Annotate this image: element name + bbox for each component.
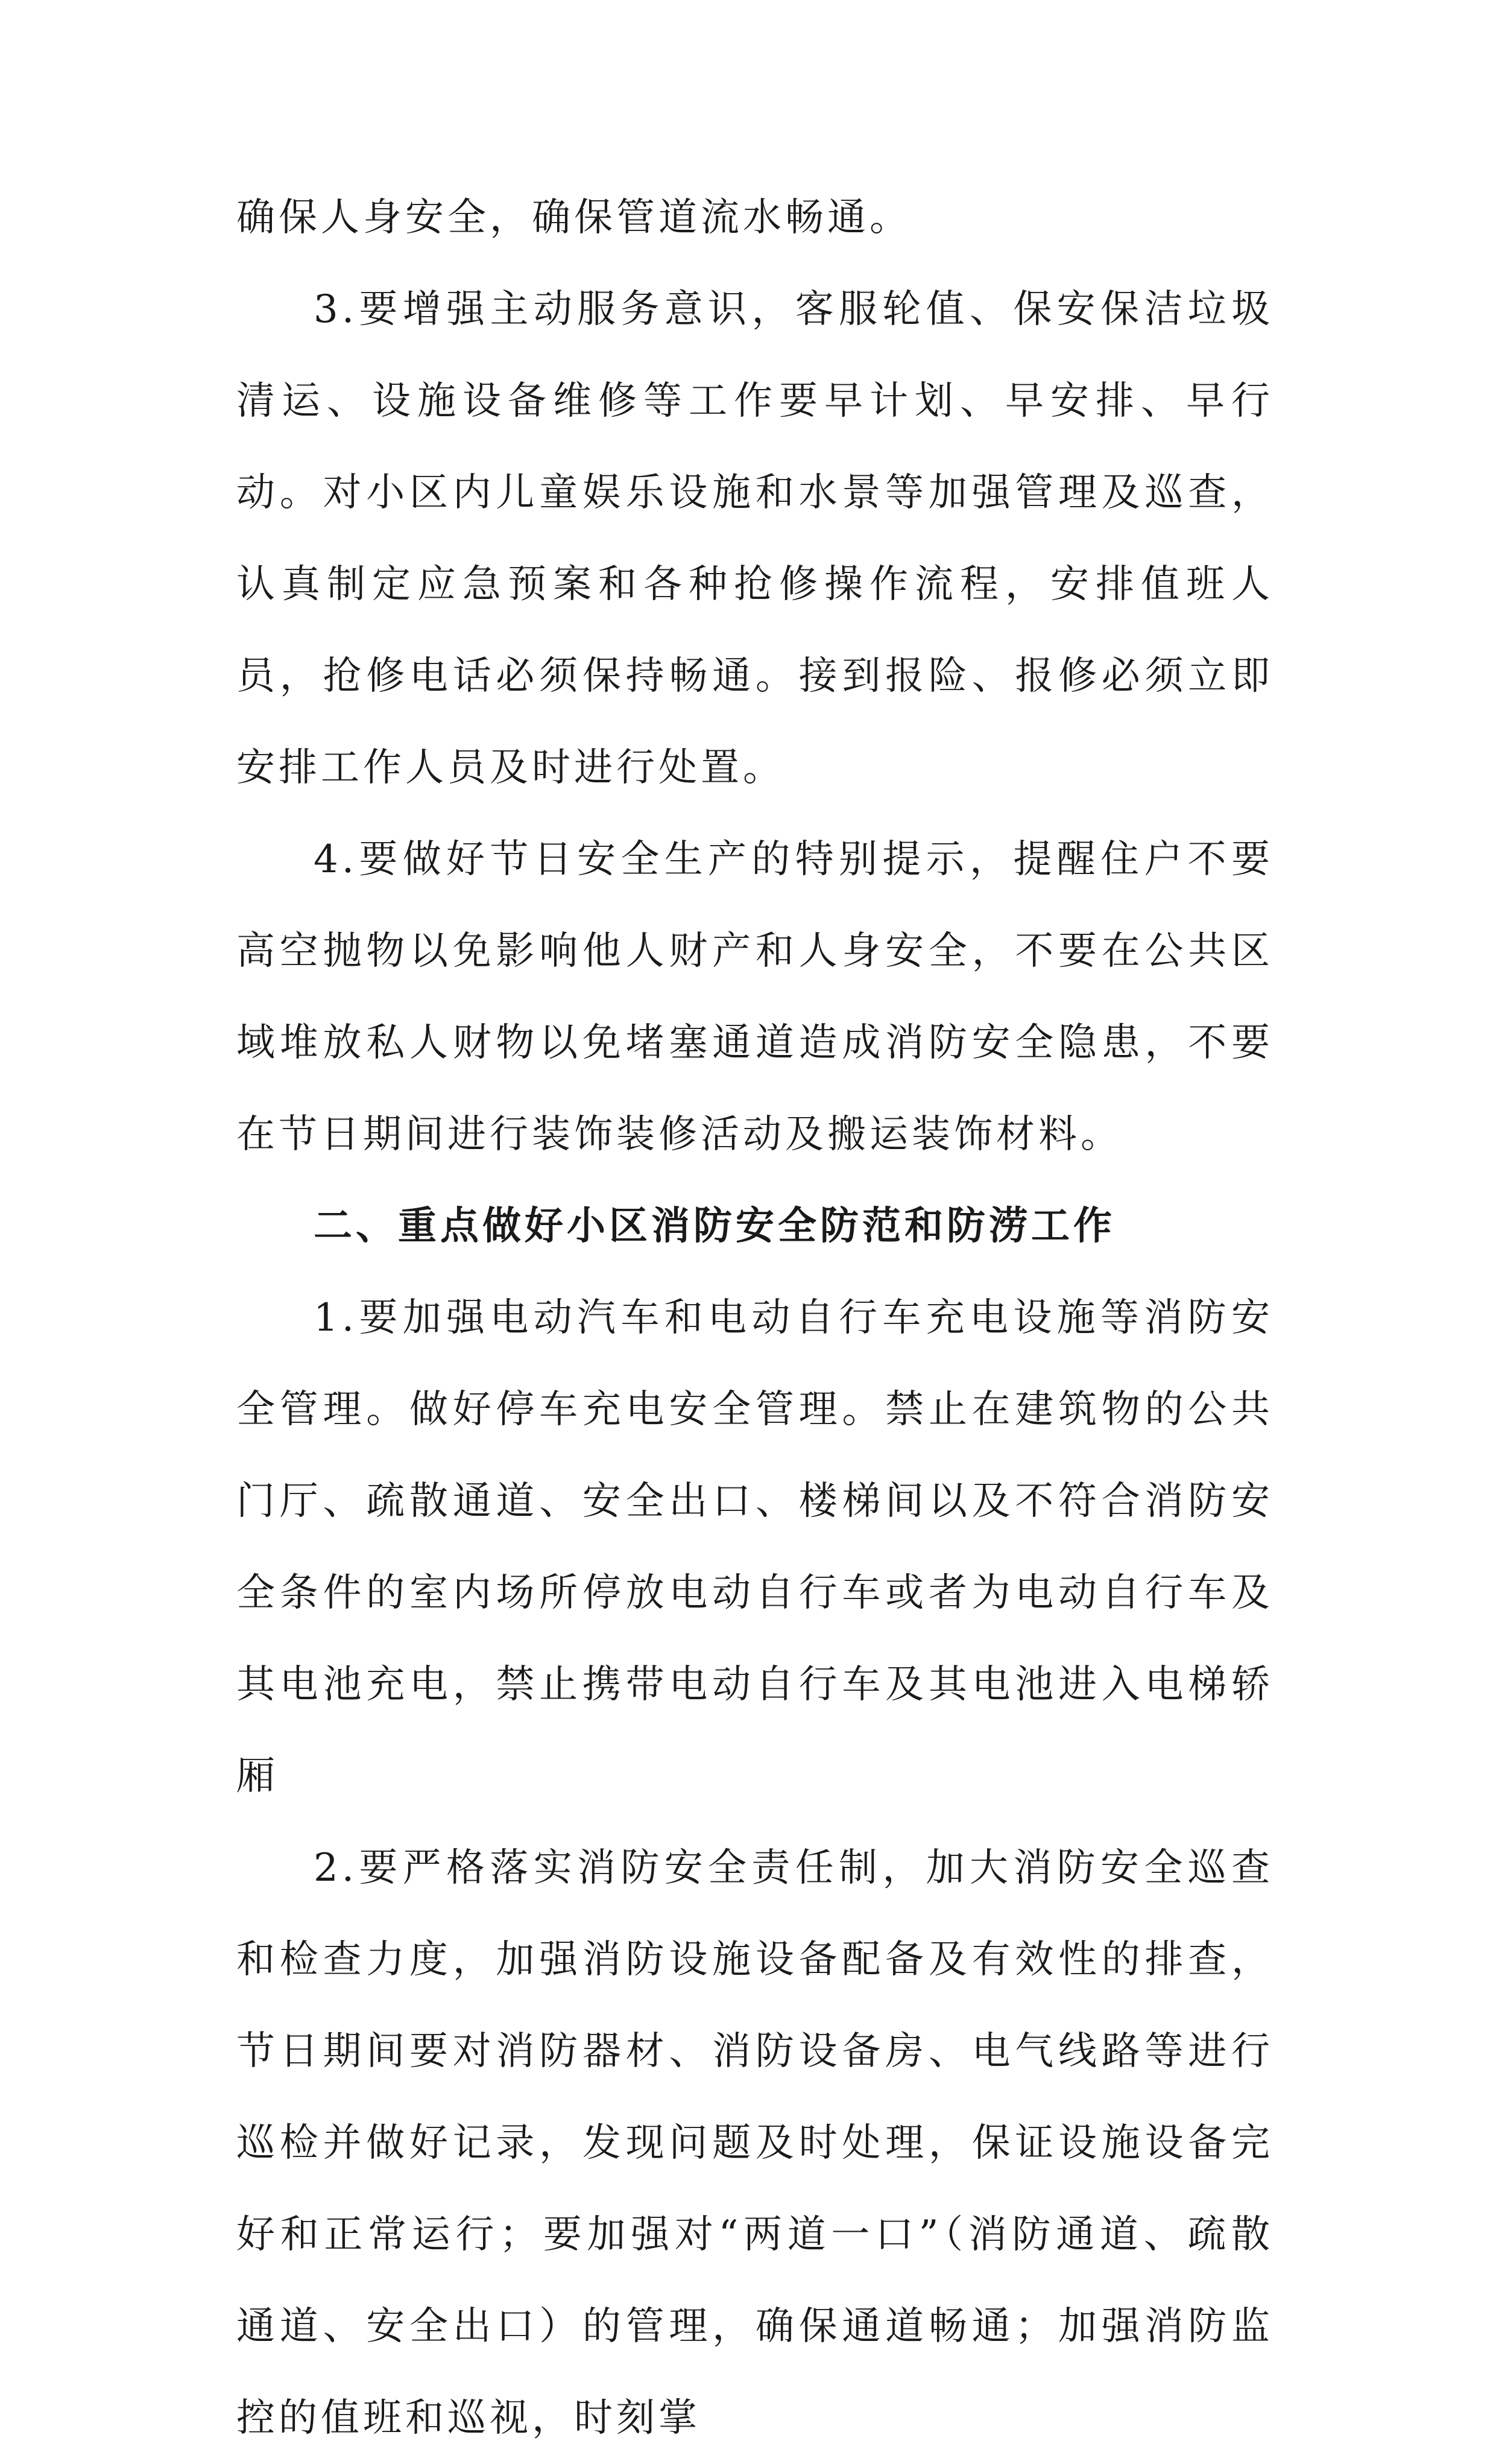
paragraph-item-3: 3.要增强主动服务意识，客服轮值、保安保洁垃圾清运、设施设备维修等工作要早计划、早安排、早行动。对小区内儿童娱乐设施和水景等加强管理及巡查，认真制定应急预案和各种抢修操作流程，安排值班人员，抢修电话必须保持畅通。接到报险、报修必须立即安排工作人员及时进行处置。: [236, 287, 1273, 790]
paragraph-item-2: 2.要严格落实消防安全责任制，加大消防安全巡查和检查力度，加强消防设施设备配备及有效性的排查，节日期间要对消防器材、消防设备房、电气线路等进行巡检并做好记录，发现问题及时处理，保证设施设备完好和正常运行；要加强对“两道一口”（消防通道、疏散通道、安全出口）的管理，确保通道畅通；加强消防监控的值班和巡视，时刻掌: [236, 1846, 1273, 2440]
paragraph-item-1: 1.要加强电动汽车和电动自行车充电设施等消防安全管理。做好停车充电安全管理。禁止在建筑物的公共门厅、疏散通道、安全出口、楼梯间以及不符合消防安全条件的室内场所停放电动自行车或者为电动自行车及其电池充电，禁止携带电动自行车及其电池进入电梯轿厢: [236, 1296, 1273, 1799]
document-body: [236, 172, 1273, 2464]
section-heading-2: 二、重点做好小区消防安全防范和防涝工作: [314, 1204, 1116, 1249]
paragraph-item-4: 4.要做好节日安全生产的特别提示，提醒住户不要高空抛物以免影响他人财产和人身安全，不要在公共区域堆放私人财物以免堵塞通道造成消防安全隐患，不要在节日期间进行装饰装修活动及搬运装饰材料。: [236, 837, 1273, 1157]
paragraph-continuation: 确保人身安全，确保管道流水畅通。: [236, 195, 912, 240]
